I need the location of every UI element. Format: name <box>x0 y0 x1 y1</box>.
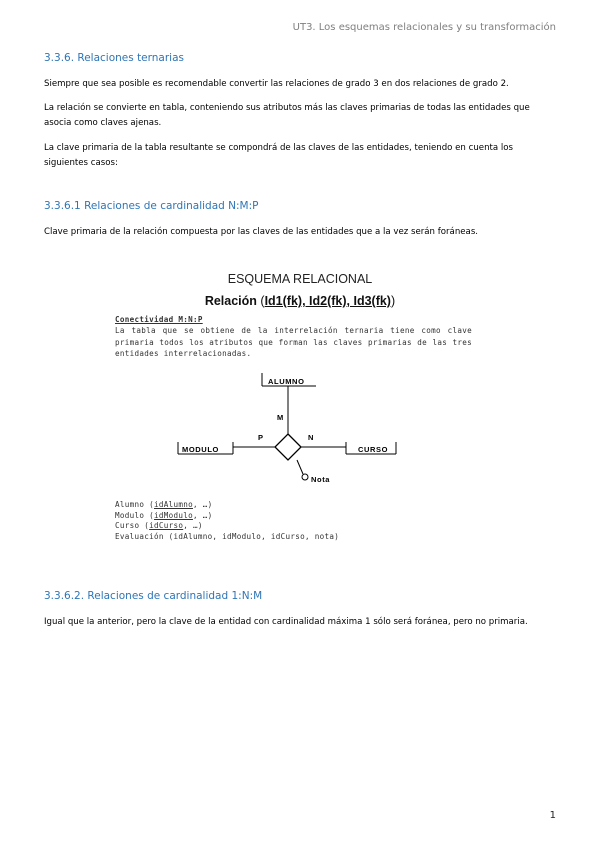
relation-close-paren: ) <box>390 294 396 308</box>
cardinality-n: N <box>308 433 315 442</box>
nota-attribute-line <box>297 460 303 474</box>
relation-schema-line <box>0 294 600 308</box>
table-alumno: Alumno (idAlumno, …) <box>115 500 213 509</box>
table-modulo: Modulo (idModulo, …) <box>115 510 213 520</box>
section-heading-3-3-6-2: 3.3.6.2. Relaciones de cardinalidad 1:N:M <box>44 590 263 602</box>
attribute-nota-label: Nota <box>311 475 331 484</box>
cardinality-p: P <box>258 433 264 442</box>
section-heading-3-3-6: 3.3.6. Relaciones ternarias <box>44 52 185 64</box>
figure-title: Conectividad M:N:P <box>115 315 203 324</box>
page-number: 1 <box>549 810 556 821</box>
relation-name: Relación <box>204 294 257 308</box>
entity-curso-label: CURSO <box>358 445 389 454</box>
er-diagram <box>170 370 410 490</box>
entity-modulo-label: MODULO <box>182 445 219 454</box>
relationship-diamond <box>275 434 301 460</box>
relation-keys: Id1(fk), Id2(fk), Id3(fk) <box>264 294 391 308</box>
running-header: UT3. Los esquemas relacionales y su transformación <box>292 22 556 33</box>
cardinality-m: M <box>277 413 284 422</box>
section-heading-3-3-6-1: 3.3.6.1 Relaciones de cardinalidad N:M:P <box>44 200 259 212</box>
esquema-relacional-title: ESQUEMA RELACIONAL <box>227 272 373 286</box>
relation-open-paren: ( <box>256 294 265 308</box>
paragraph-1nm: Igual que la anterior, pero la clave de la entidad con cardinalidad máxima 1 sólo será foránea, pero no primaria. <box>44 617 528 627</box>
paragraph-grado3: Siempre que sea posible es recomendable convertir las relaciones de grado 3 en dos relaciones de grado 2. <box>44 79 509 89</box>
paragraph-clave-primaria: La clave primaria de la tabla resultante se compondrá de las claves de las entidades, teniendo en cuenta los siguientes casos: <box>44 143 514 168</box>
table-evaluacion: Evaluación (idAlumno, idModulo, idCurso, nota) <box>115 531 340 541</box>
entity-alumno-label: ALUMNO <box>268 377 305 386</box>
figure-paragraph: La tabla que se obtiene de la interrelación ternaria tiene como clave primaria todos los atributos que forman las claves primarias de las tres entidades interrelacionadas. <box>115 326 472 358</box>
nota-attribute-circle <box>302 474 308 480</box>
paragraph-nmp: Clave primaria de la relación compuesta por las claves de las entidades que a la vez serán foráneas. <box>44 227 479 237</box>
table-curso: Curso (idCurso, …) <box>115 521 203 530</box>
paragraph-conversion-tabla: La relación se convierte en tabla, conteniendo sus atributos más las claves primarias de todas las entidades que asocia como claves ajenas. <box>44 103 530 128</box>
relational-tables-list <box>115 500 339 542</box>
